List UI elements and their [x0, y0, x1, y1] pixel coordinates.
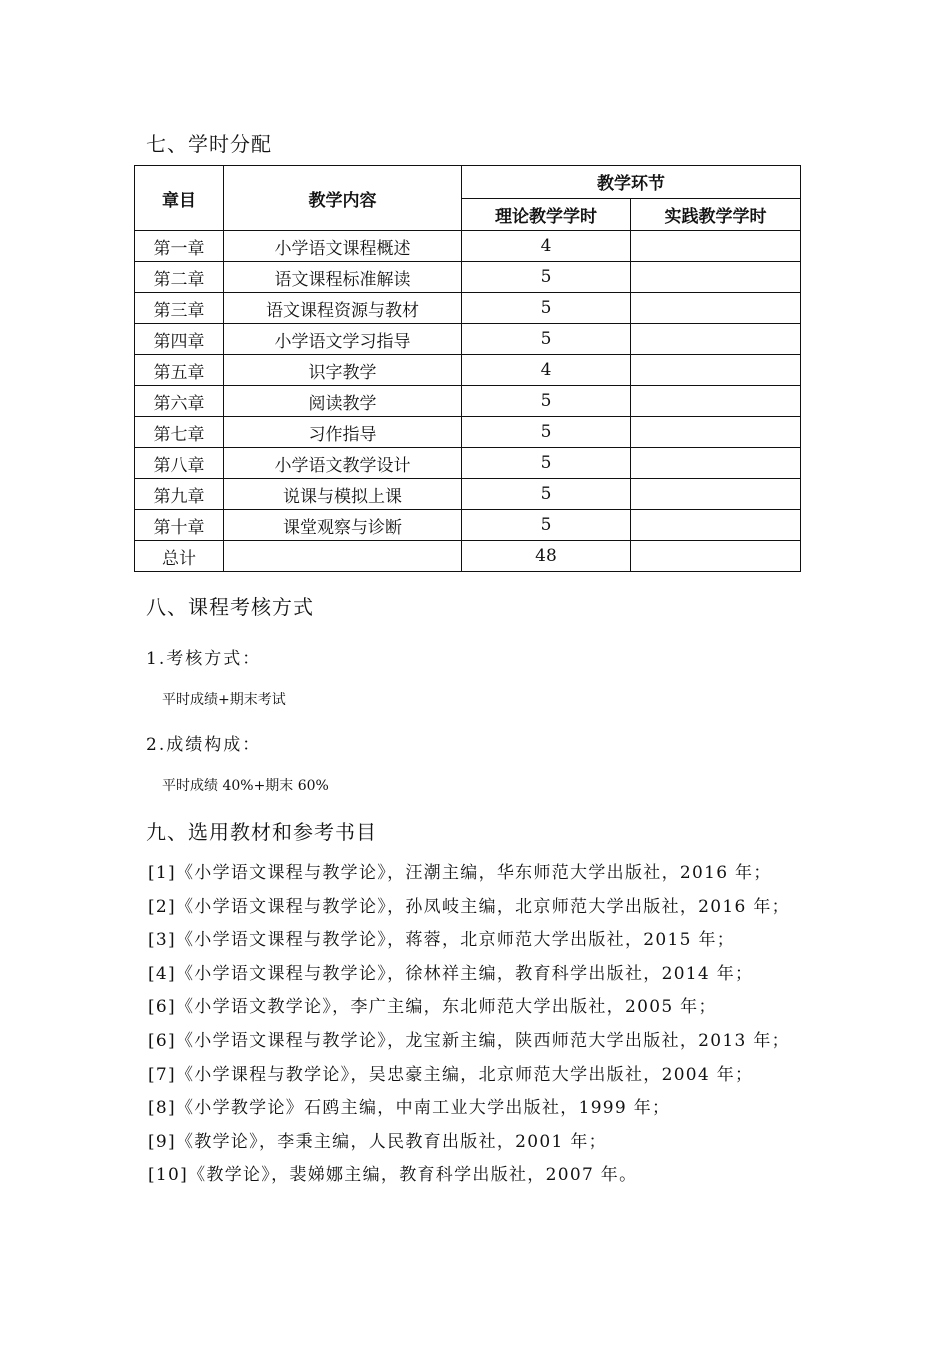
cell-chapter: 第四章 — [135, 324, 224, 355]
cell-theory: 5 — [462, 417, 631, 448]
cell-practice — [631, 510, 801, 541]
cell-theory: 5 — [462, 510, 631, 541]
table-row — [135, 386, 801, 417]
cell-content: 小学语文教学设计 — [224, 448, 462, 479]
header-chapter: 章目 — [135, 166, 224, 231]
table-row-total — [135, 541, 801, 572]
section-8-heading: 八、课程考核方式 — [146, 595, 314, 619]
cell-chapter: 第二章 — [135, 262, 224, 293]
cell-theory: 4 — [462, 355, 631, 386]
table-row — [135, 262, 801, 293]
cell-theory: 5 — [462, 386, 631, 417]
cell-theory: 4 — [462, 231, 631, 262]
table-row — [135, 510, 801, 541]
table-row — [135, 324, 801, 355]
cell-chapter: 第七章 — [135, 417, 224, 448]
list-item: [4]《小学语文课程与教学论》，徐林祥主编，教育科学出版社，2014 年； — [148, 963, 754, 984]
cell-theory: 5 — [462, 448, 631, 479]
table-row — [135, 355, 801, 386]
header-content: 教学内容 — [224, 166, 462, 231]
hours-table — [134, 165, 801, 572]
cell-practice — [631, 324, 801, 355]
cell-chapter: 第一章 — [135, 231, 224, 262]
cell-content: 语文课程资源与教材 — [224, 293, 462, 324]
cell-content: 说课与模拟上课 — [224, 479, 462, 510]
cell-practice — [631, 355, 801, 386]
list-item: [6]《小学语文课程与教学论》，龙宝新主编，陕西师范大学出版社，2013 年； — [148, 1030, 790, 1051]
cell-practice — [631, 448, 801, 479]
list-item: [2]《小学语文课程与教学论》，孙凤岐主编，北京师范大学出版社，2016 年； — [148, 896, 790, 917]
cell-practice — [631, 541, 801, 572]
cell-content: 阅读教学 — [224, 386, 462, 417]
cell-content: 课堂观察与诊断 — [224, 510, 462, 541]
cell-content: 识字教学 — [224, 355, 462, 386]
cell-content: 习作指导 — [224, 417, 462, 448]
cell-practice — [631, 293, 801, 324]
list-item: [7]《小学课程与教学论》，吴忠豪主编，北京师范大学出版社，2004 年； — [148, 1064, 754, 1085]
cell-content: 小学语文学习指导 — [224, 324, 462, 355]
cell-practice — [631, 417, 801, 448]
cell-content — [224, 541, 462, 572]
cell-practice — [631, 262, 801, 293]
cell-practice — [631, 479, 801, 510]
header-theory-hours: 理论教学学时 — [462, 198, 631, 231]
cell-chapter: 第八章 — [135, 448, 224, 479]
list-item: [8]《小学教学论》石鸥主编，中南工业大学出版社，1999 年； — [148, 1098, 671, 1119]
cell-content: 语文课程标准解读 — [224, 262, 462, 293]
cell-chapter: 第三章 — [135, 293, 224, 324]
grade-composition-label: 2.成绩构成： — [146, 735, 262, 755]
cell-practice — [631, 386, 801, 417]
assessment-method-label: 1.考核方式： — [146, 649, 262, 669]
list-item: [3]《小学语文课程与教学论》，蒋蓉，北京师范大学出版社，2015 年； — [148, 930, 736, 951]
cell-theory: 5 — [462, 293, 631, 324]
cell-chapter: 第五章 — [135, 355, 224, 386]
list-item: [9]《教学论》，李秉主编，人民教育出版社，2001 年； — [148, 1131, 607, 1152]
section-9-heading: 九、选用教材和参考书目 — [146, 820, 377, 844]
table-row — [135, 231, 801, 262]
cell-theory: 5 — [462, 479, 631, 510]
cell-content: 小学语文课程概述 — [224, 231, 462, 262]
grade-composition-value: 平时成绩 40%+期末 60% — [162, 778, 329, 794]
reference-list — [148, 857, 790, 1193]
table-row — [135, 417, 801, 448]
cell-chapter: 第六章 — [135, 386, 224, 417]
cell-practice — [631, 231, 801, 262]
list-item: [10]《教学论》，裴娣娜主编，教育科学出版社，2007 年。 — [148, 1165, 638, 1186]
header-practice-hours: 实践教学学时 — [631, 198, 801, 231]
cell-chapter: 第九章 — [135, 479, 224, 510]
table-row — [135, 293, 801, 324]
table-row — [135, 479, 801, 510]
cell-chapter: 第十章 — [135, 510, 224, 541]
table-row — [135, 448, 801, 479]
list-item: [6]《小学语文教学论》，李广主编，东北师范大学出版社，2005 年； — [148, 997, 717, 1018]
cell-theory: 48 — [462, 541, 631, 572]
assessment-method-value: 平时成绩+期末考试 — [162, 692, 286, 708]
section-7-heading: 七、学时分配 — [146, 132, 272, 156]
cell-chapter: 总计 — [135, 541, 224, 572]
list-item: [1]《小学语文课程与教学论》，汪潮主编，华东师范大学出版社，2016 年； — [148, 863, 772, 883]
cell-theory: 5 — [462, 262, 631, 293]
cell-theory: 5 — [462, 324, 631, 355]
header-teaching-stage: 教学环节 — [462, 166, 801, 199]
